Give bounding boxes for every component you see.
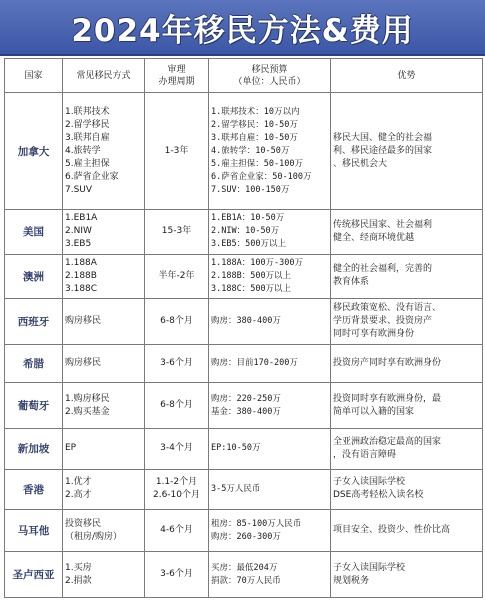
advantage-line: 健全的社会福利，完善的 <box>333 264 433 275</box>
cycle-line: 1.1-2个月 <box>155 477 198 488</box>
cycle-line: 3-6个月 <box>160 569 193 580</box>
advantage-line: 投资房产同时享有欧洲身份 <box>333 358 442 369</box>
methods-line: （租房/购房） <box>65 531 123 542</box>
title-banner <box>0 0 485 56</box>
country-cell: 马耳他 <box>5 510 63 552</box>
budget-cell <box>209 299 331 345</box>
methods-line: 3.联邦自雇 <box>65 132 110 143</box>
methods-line: 3.188C <box>65 283 98 294</box>
cycle-cell <box>145 429 209 469</box>
budget-line: 3-5万人民币 <box>211 483 261 494</box>
header-budget <box>209 59 331 93</box>
advantage-line: 项目安全、投资少、性价比高 <box>333 525 451 536</box>
advantage-cell <box>331 469 483 509</box>
country-cell: 新加坡 <box>5 429 63 469</box>
methods-line: 4.旅转学 <box>65 145 101 156</box>
header-budget-line2: （单位：人民币） <box>233 76 306 87</box>
methods-line: 2.留学移民 <box>65 119 110 130</box>
budget-line: 2.188B：500万以上 <box>211 270 292 281</box>
budget-line: 5.雇主担保：50-100万 <box>211 158 303 169</box>
header-cycle-line1: 审理 <box>167 64 186 75</box>
methods-line: 1.EB1A <box>65 213 98 224</box>
methods-cell <box>63 345 145 382</box>
budget-line: 6.萨省企业家：50-100万 <box>211 171 312 182</box>
table-row <box>5 345 483 382</box>
header-cycle <box>145 59 209 93</box>
page-title: 2024年移民方法&费用 <box>71 12 414 49</box>
methods-cell <box>63 210 145 254</box>
advantage-line: 子女入读国际学校 <box>333 477 406 488</box>
budget-line: 4.旅转学：10-50万 <box>211 145 290 156</box>
methods-line: 2.购买基金 <box>65 406 110 417</box>
advantage-line: 简单可以入籍的国家 <box>333 406 415 417</box>
table-row <box>5 429 483 469</box>
advantage-cell <box>331 299 483 345</box>
advantage-line: 规划税务 <box>333 575 370 586</box>
table-row <box>5 210 483 254</box>
cycle-line: 15-3年 <box>161 226 192 237</box>
methods-cell <box>63 552 145 598</box>
cycle-line: 6-8个月 <box>160 316 193 327</box>
advantage-cell <box>331 210 483 254</box>
budget-line: 2.留学移民：10-50万 <box>211 119 298 130</box>
budget-cell <box>209 254 331 298</box>
advantage-cell <box>331 254 483 298</box>
header-cycle-line2: 办理周期 <box>158 76 195 87</box>
country-cell: 澳洲 <box>5 254 63 298</box>
methods-line: 1.买房 <box>65 562 92 573</box>
budget-line: 购房：380-400万 <box>211 316 281 327</box>
methods-line: 1.优才 <box>65 477 92 488</box>
country-cell: 香港 <box>5 469 63 509</box>
budget-cell <box>209 510 331 552</box>
methods-line: 2.NIW <box>65 226 92 237</box>
advantage-line: 移民大国、健全的社会福 <box>333 132 433 143</box>
advantage-cell <box>331 552 483 598</box>
advantage-line: 利、移民途径最多的国家 <box>333 145 433 156</box>
budget-cell <box>209 345 331 382</box>
cycle-cell <box>145 210 209 254</box>
cycle-cell <box>145 93 209 210</box>
budget-line: 2.NIW：10-50万 <box>211 226 280 237</box>
budget-line: 3.联邦自雇：10-50万 <box>211 132 298 143</box>
immigration-table <box>4 58 483 598</box>
budget-line: 买房：最低204万 <box>211 562 278 573</box>
advantage-line: 投资同时享有欧洲身份，最 <box>333 393 442 404</box>
advantage-line: 学历背景要求、投资房产 <box>333 316 433 327</box>
budget-cell <box>209 210 331 254</box>
advantage-line: 健全、经商环境优越 <box>333 232 415 243</box>
advantage-line: 同时可享有欧洲身份 <box>333 329 415 340</box>
cycle-cell <box>145 345 209 382</box>
advantage-line: 移民政策宽松、没有语言、 <box>333 303 442 314</box>
budget-line: 租房：85-100万人民币 <box>211 518 302 529</box>
methods-line: 2.高才 <box>65 490 92 501</box>
budget-line: 3.188C：500万以上 <box>211 283 292 294</box>
cycle-line: 6-8个月 <box>160 400 193 411</box>
table-row <box>5 254 483 298</box>
methods-line: 7.SUV <box>65 184 93 195</box>
methods-cell <box>63 429 145 469</box>
advantage-line: DSE高考轻松入读名校 <box>333 490 424 501</box>
methods-line: 购房移民 <box>65 358 102 369</box>
methods-line: 1.188A <box>65 257 97 268</box>
methods-cell <box>63 382 145 428</box>
advantage-line: 传统移民国家、社会福利 <box>333 219 433 230</box>
header-methods: 常见移民方式 <box>63 59 145 93</box>
cycle-cell <box>145 299 209 345</box>
advantage-cell <box>331 429 483 469</box>
cycle-cell <box>145 469 209 509</box>
budget-cell <box>209 469 331 509</box>
advantage-cell <box>331 345 483 382</box>
budget-line: 1.EB1A：10-50万 <box>211 213 285 224</box>
country-cell: 希腊 <box>5 345 63 382</box>
methods-cell <box>63 469 145 509</box>
table-row <box>5 552 483 598</box>
budget-cell <box>209 429 331 469</box>
budget-line: 基金：380-400万 <box>211 406 281 417</box>
table-row <box>5 382 483 428</box>
cycle-line: 3-6个月 <box>160 358 193 369</box>
advantage-line: 全亚洲政治稳定最高的国家 <box>333 436 442 447</box>
cycle-line: 2.6-10个月 <box>152 490 200 501</box>
cycle-cell <box>145 552 209 598</box>
table-row <box>5 299 483 345</box>
methods-line: 1.联邦技术 <box>65 106 110 117</box>
country-cell: 美国 <box>5 210 63 254</box>
country-cell: 西班牙 <box>5 299 63 345</box>
methods-line: 2.捐款 <box>65 575 92 586</box>
methods-line: 2.188B <box>65 270 97 281</box>
advantage-line: ，没有语言障碍 <box>333 449 397 460</box>
header-advantage: 优势 <box>331 59 483 93</box>
advantage-line: 、移民机会大 <box>333 158 388 169</box>
cycle-cell <box>145 510 209 552</box>
country-cell: 加拿大 <box>5 93 63 210</box>
budget-line: 1.188A：100万-300万 <box>211 257 304 268</box>
advantage-cell <box>331 510 483 552</box>
header-budget-line1: 移民预算 <box>251 64 288 75</box>
methods-line: 1.购房移民 <box>65 393 110 404</box>
methods-line: 购房移民 <box>65 316 102 327</box>
advantage-cell <box>331 93 483 210</box>
budget-cell <box>209 382 331 428</box>
cycle-cell <box>145 254 209 298</box>
methods-cell <box>63 510 145 552</box>
budget-line: 1.联邦技术：10万以内 <box>211 106 300 117</box>
cycle-cell <box>145 382 209 428</box>
budget-line: 7.SUV：100-150万 <box>211 184 290 195</box>
methods-cell <box>63 254 145 298</box>
budget-cell <box>209 93 331 210</box>
budget-line: EP:10-50万 <box>211 443 261 454</box>
budget-line: 购房：260-300万 <box>211 531 281 542</box>
table-row <box>5 510 483 552</box>
budget-line: 3.EB5：500万以上 <box>211 239 286 250</box>
budget-cell <box>209 552 331 598</box>
budget-line: 购房：目前170-200万 <box>211 358 298 369</box>
cycle-line: 半年-2年 <box>158 270 195 281</box>
methods-line: EP <box>65 443 77 454</box>
table-row <box>5 469 483 509</box>
methods-line: 投资移民 <box>65 518 102 529</box>
methods-line: 5.雇主担保 <box>65 158 110 169</box>
methods-cell <box>63 93 145 210</box>
budget-line: 捐款：70万人民币 <box>211 575 281 586</box>
country-cell: 圣卢西亚 <box>5 552 63 598</box>
advantage-line: 子女入读国际学校 <box>333 562 406 573</box>
cycle-line: 4-6个月 <box>160 525 193 536</box>
country-cell: 葡萄牙 <box>5 382 63 428</box>
table-header-row <box>5 59 483 93</box>
advantage-line: 教育体系 <box>333 277 370 288</box>
advantage-cell <box>331 382 483 428</box>
methods-cell <box>63 299 145 345</box>
header-country: 国家 <box>5 59 63 93</box>
methods-line: 3.EB5 <box>65 239 92 250</box>
table-row <box>5 93 483 210</box>
budget-line: 购房：220-250万 <box>211 393 281 404</box>
cycle-line: 1-3年 <box>164 145 189 156</box>
cycle-line: 3-4个月 <box>160 443 193 454</box>
methods-line: 6.萨省企业家 <box>65 171 119 182</box>
